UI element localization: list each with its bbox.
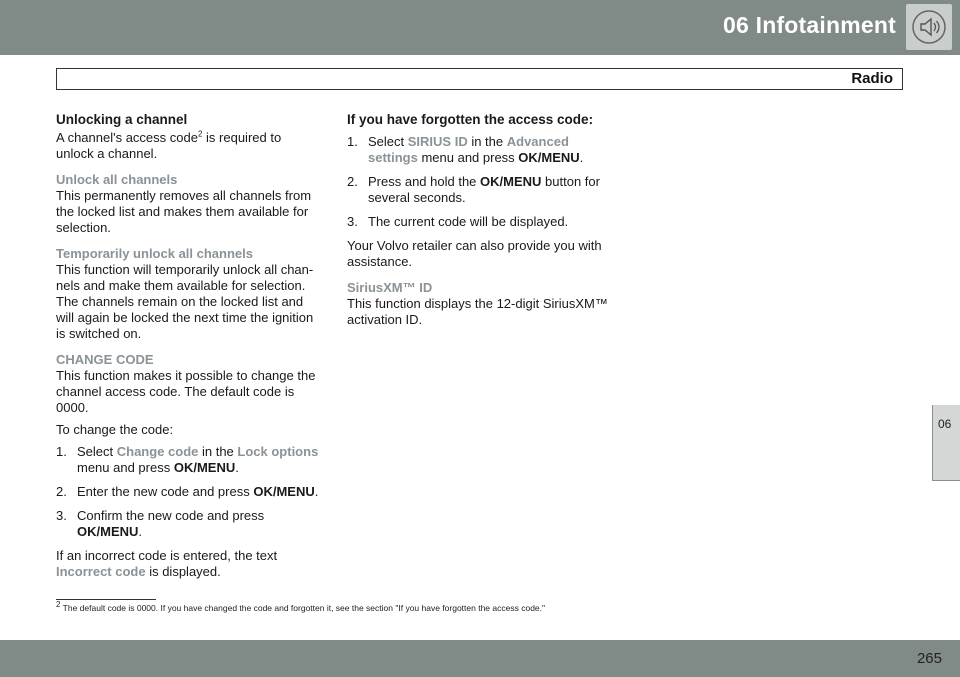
footnote: $^2$ The default code is 0000. If you have changed the code and forgotten it, see the section "If you have forgotten the access code." (56, 600, 546, 613)
side-tab-label: 06 (938, 417, 952, 431)
heading-unlocking-channel: Unlocking a channel (56, 112, 188, 127)
page-number: 265 (916, 650, 942, 667)
retailer-text: Your Volvo retailer can also provide you with assistance. (347, 238, 602, 269)
unlock-all-text: This permanently removes all channels from the locked list and makes them available for selection. (56, 188, 312, 235)
incorrect-code-text: If an incorrect code is entered, the text Incorrect code is displayed. (56, 548, 278, 579)
change-code-steps (56, 444, 321, 540)
heading-temp-unlock: Temporarily unlock all channels (56, 246, 253, 261)
list-item: 3. The current code will be displayed. (347, 214, 569, 229)
header-bar (0, 0, 960, 55)
chapter-title: 06 Infotainment (723, 12, 896, 38)
list-item: 2. Press and hold the OK/MENU button for several seconds. (347, 174, 600, 205)
temp-unlock-text: This function will temporarily unlock all chan-nels and make them available for selection. The channels remain on the locked list and will again be locked the next time the ignition is switched on. (56, 262, 314, 341)
to-change-text: To change the code: (56, 422, 174, 437)
section-header (56, 68, 903, 90)
change-code-text: This function makes it possible to change the channel access code. The default code is 0000. (56, 368, 316, 415)
list-item: 1. Select SIRIUS ID in the Advanced settings menu and press OK/MENU. (347, 134, 584, 165)
left-column (56, 112, 321, 586)
footer-bar (0, 640, 960, 677)
heading-forgotten-code: If you have forgotten the access code: (347, 112, 594, 127)
list-item: 3. Confirm the new code and press OK/MENU. (56, 508, 265, 539)
speaker-icon (906, 4, 952, 50)
chapter-side-tab (932, 405, 960, 481)
section-title: Radio (851, 70, 893, 87)
footnote-ref: 2 (197, 129, 203, 139)
heading-siriusxm-id: SiriusXM™ ID (347, 280, 433, 295)
right-column (347, 112, 617, 334)
heading-change-code: CHANGE CODE (56, 352, 154, 367)
siriusxm-text: This function displays the 12-digit SiriusXM™ activation ID. (347, 296, 608, 327)
list-item: 2. Enter the new code and press OK/MENU. (56, 484, 319, 499)
heading-unlock-all: Unlock all channels (56, 172, 178, 187)
forgotten-code-steps (347, 134, 617, 230)
intro-paragraph: A channel's access code$^2$ is required to unlock a channel. (56, 129, 282, 161)
footnote-divider (56, 599, 156, 600)
list-item: 1. Select Change code in the Lock options menu and press OK/MENU. (56, 444, 319, 475)
